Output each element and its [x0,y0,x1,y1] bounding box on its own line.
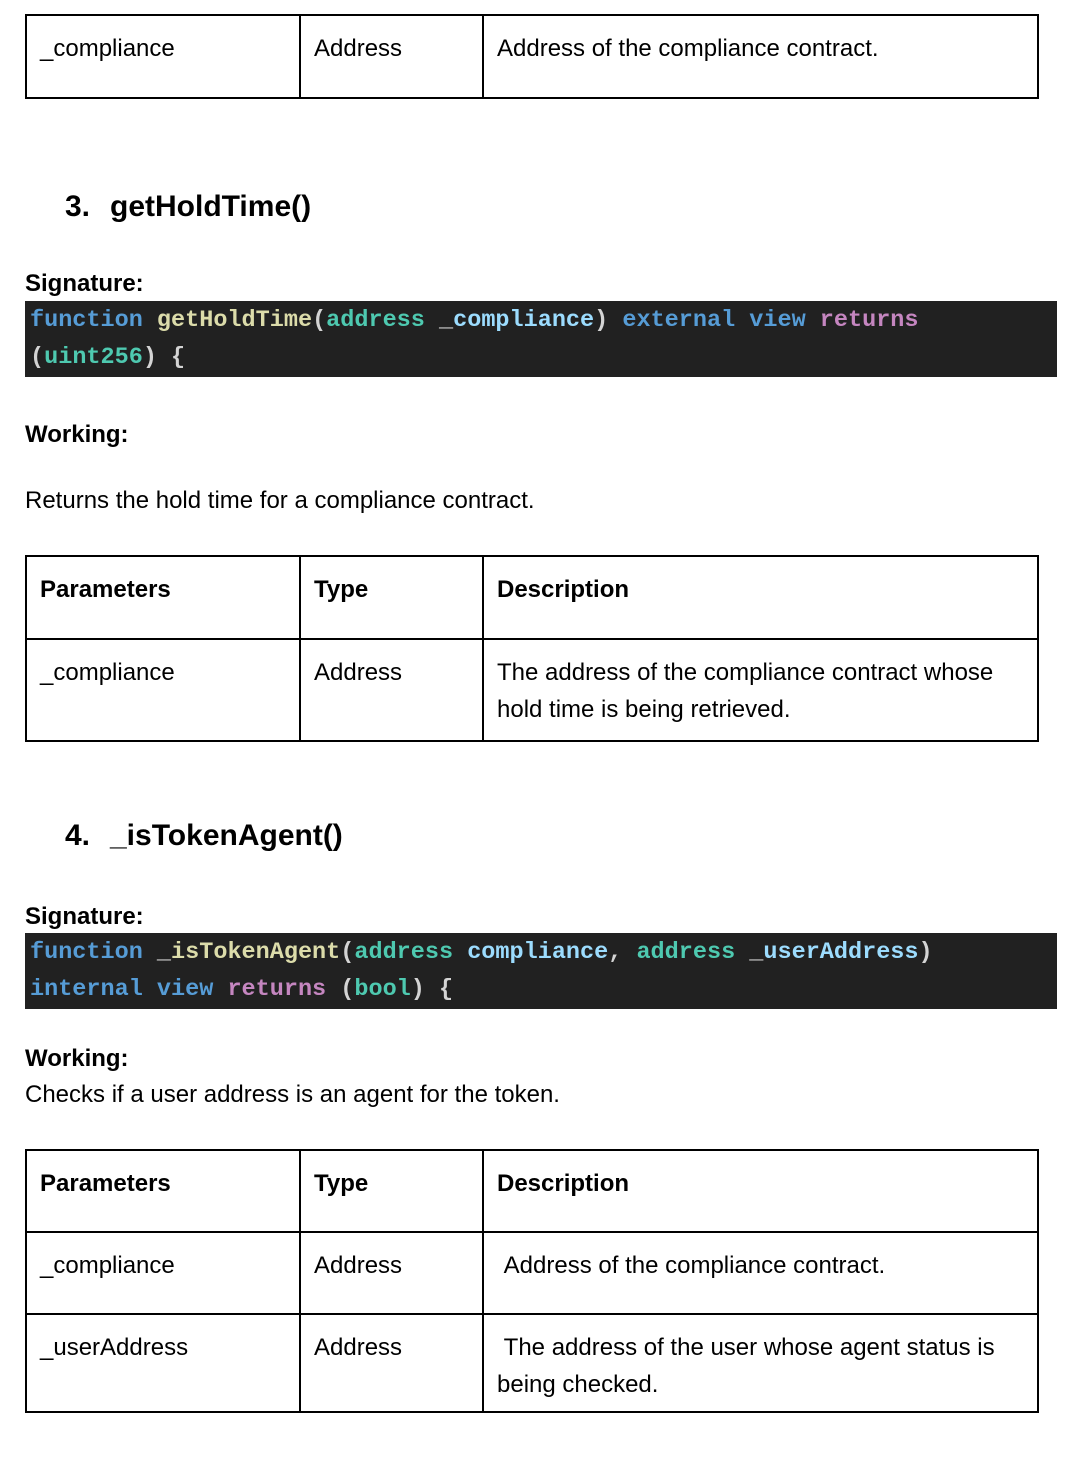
code-token-type: bool [354,976,411,1003]
code-token-type: address [354,939,454,966]
param-type-cell: Address [300,1314,483,1412]
section-title: _isTokenAgent() [110,819,343,852]
param-description-cell: The address of the compliance contract whose hold time is being retrieved. [483,639,1038,741]
code-token-punctuation: ( [340,939,355,966]
code-token-punctuation: ) { [142,344,186,371]
table-header-cell: Description [483,1150,1038,1232]
param-type-cell: Address [300,15,483,98]
param-name-cell: _compliance [26,639,300,741]
code-token-punctuation: ( [30,344,45,371]
code-token-punctuation: _ [156,939,172,966]
code-line [30,339,1057,376]
code-token-type: address [326,307,425,334]
code-token-parameter: compliance [453,307,595,334]
table-header-row [26,1150,1038,1232]
code-token-returns_keyword: returns [819,307,919,334]
table-header-cell: Parameters [26,1150,300,1232]
parameters-table [25,555,1039,742]
code-token-punctuation: ) [594,307,623,334]
section-number: 3. [65,190,91,223]
code-token-punctuation: ( [326,976,355,1003]
code-line [30,302,1057,339]
working-label: Working: [25,1045,129,1072]
param-type-cell: Address [300,1232,483,1314]
code-token-punctuation: ) { [410,976,454,1003]
param-name-cell: _compliance [26,1232,300,1314]
parameters-table [25,1149,1039,1413]
code-token-type: address [636,939,736,966]
table-header-row [26,556,1038,639]
code-token-returns_keyword: returns [227,976,327,1003]
param-description-cell: The address of the user whose agent status is being checked. [483,1314,1038,1412]
section-title: getHoldTime() [110,190,312,223]
code-token-keyword: internal view [30,976,228,1003]
param-type-cell: Address [300,639,483,741]
code-line [30,971,1057,1008]
param-description-cell: Address of the compliance contract. [483,15,1038,98]
code-token-keyword: function [30,939,157,966]
code-token-type: uint256 [44,344,143,371]
section-number: 4. [65,819,91,852]
code-line [30,934,1057,971]
param-name-cell: _userAddress [26,1314,300,1412]
table-row [26,1314,1038,1412]
code-token-punctuation: , [608,939,637,966]
signature-label: Signature: [25,270,144,297]
table-header-cell: Description [483,556,1038,639]
section-heading [65,189,1076,225]
working-label: Working: [25,421,129,448]
code-block-signature [25,933,1057,1009]
code-token-punctuation: ( [312,307,327,334]
code-token-parameter: compliance [467,939,609,966]
table-row [26,639,1038,741]
code-token-punctuation: _ [424,307,454,334]
param-description-cell: Address of the compliance contract. [483,1232,1038,1314]
code-block-signature [25,301,1057,377]
code-token-function_name: getHoldTime [156,307,313,334]
param-name-cell: _compliance [26,15,300,98]
code-token-keyword: function [30,307,157,334]
signature-label: Signature: [25,903,144,930]
working-description: Returns the hold time for a compliance contract. [25,487,535,514]
section-heading [65,818,1076,854]
params-table-continued [25,14,1039,99]
table-row [26,15,1038,98]
working-description: Checks if a user address is an agent for the token. [25,1081,560,1108]
table-header-cell: Type [300,1150,483,1232]
code-token-punctuation [453,939,467,966]
table-header-cell: Parameters [26,556,300,639]
table-header-cell: Type [300,556,483,639]
code-token-parameter: userAddress [763,939,919,966]
code-token-punctuation: _ [735,939,764,966]
table-row [26,1232,1038,1314]
code-token-keyword: external view [622,307,820,334]
code-token-function_name: isTokenAgent [171,939,341,966]
code-token-punctuation: ) [918,939,933,966]
